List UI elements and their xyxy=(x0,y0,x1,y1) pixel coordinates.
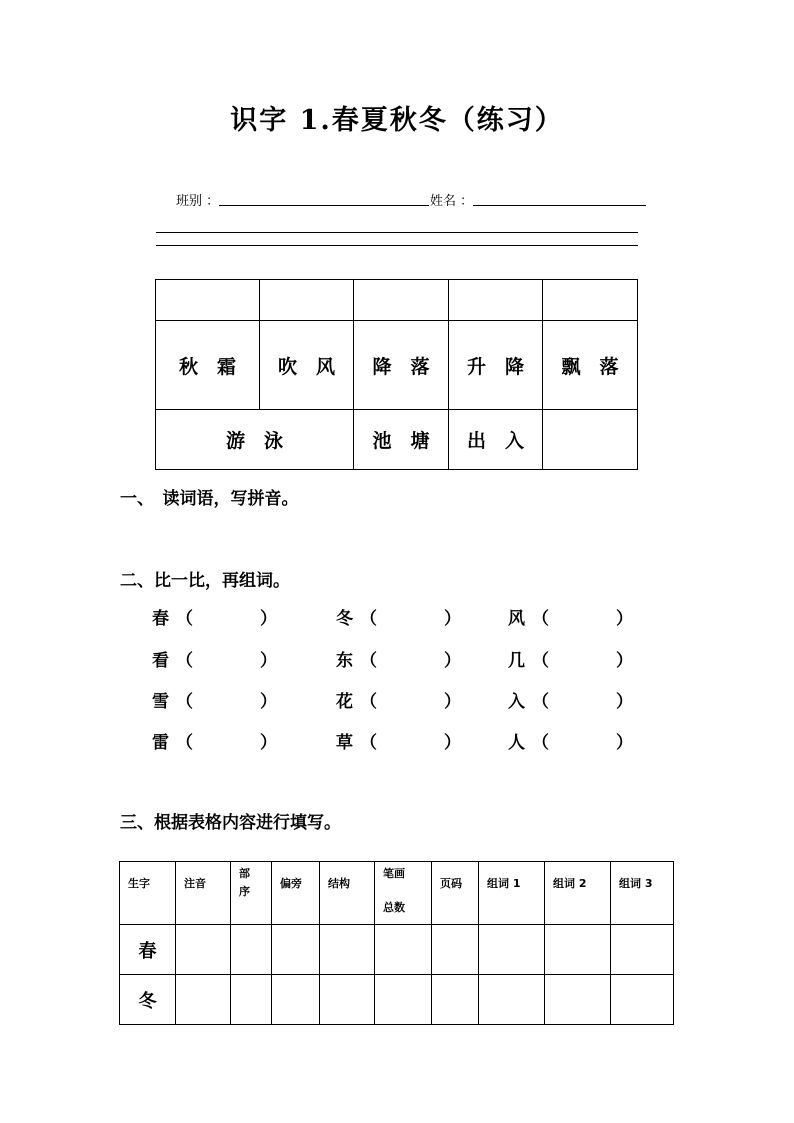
section-2-title: 二、比一比，再组词。 xyxy=(120,571,290,591)
open-bracket: （ xyxy=(532,692,549,712)
fill-cell[interactable] xyxy=(320,925,375,975)
close-bracket: ） xyxy=(260,692,277,712)
header-buxu: 部 序 xyxy=(231,862,272,925)
close-bracket: ） xyxy=(260,609,277,629)
compare-character: 雪 xyxy=(152,692,169,712)
header-pianpang: 偏旁 xyxy=(272,862,320,925)
open-bracket: （ xyxy=(532,609,549,629)
compare-character: 人 xyxy=(508,733,525,753)
close-bracket: ） xyxy=(444,733,461,753)
close-bracket: ） xyxy=(616,733,633,753)
header-bihua-zongshu: 笔画 总数 xyxy=(375,862,432,925)
fill-cell[interactable] xyxy=(272,925,320,975)
row-character: 春 xyxy=(120,925,176,975)
close-bracket: ） xyxy=(260,651,277,671)
compare-character: 风 xyxy=(508,609,525,629)
header-zuci-3: 组词 3 xyxy=(611,862,674,925)
fill-cell[interactable] xyxy=(479,975,545,1025)
section-1-title: 一、 读词语，写拼音。 xyxy=(120,489,299,509)
word-blank[interactable] xyxy=(198,687,256,709)
class-label: 班别 ： xyxy=(176,194,220,209)
pinyin-box[interactable] xyxy=(156,280,260,321)
fill-cell[interactable] xyxy=(231,925,272,975)
close-bracket: ） xyxy=(616,651,633,671)
word-cell: 吹 风 xyxy=(260,321,354,410)
word-blank[interactable] xyxy=(382,728,440,750)
word-cell: 池 塘 xyxy=(354,410,449,470)
pinyin-box[interactable] xyxy=(260,280,354,321)
header-zuci-2: 组词 2 xyxy=(545,862,611,925)
fill-cell[interactable] xyxy=(611,925,674,975)
word-cell: 降 落 xyxy=(354,321,449,410)
compare-character: 花 xyxy=(336,692,353,712)
open-bracket: （ xyxy=(532,651,549,671)
header-zhuyin: 注音 xyxy=(176,862,231,925)
pinyin-box[interactable] xyxy=(449,280,543,321)
close-bracket: ） xyxy=(616,609,633,629)
compare-character: 草 xyxy=(336,733,353,753)
compare-character: 看 xyxy=(152,651,169,671)
pinyin-box[interactable] xyxy=(354,280,449,321)
class-field[interactable] xyxy=(219,205,429,206)
close-bracket: ） xyxy=(260,733,277,753)
header-zuci-1: 组词 1 xyxy=(479,862,545,925)
open-bracket: （ xyxy=(360,609,377,629)
name-field[interactable] xyxy=(473,205,646,206)
word-blank[interactable] xyxy=(554,687,612,709)
header-shengzi: 生字 xyxy=(120,862,176,925)
word-blank[interactable] xyxy=(554,604,612,626)
character-info-table xyxy=(119,861,674,1025)
pinyin-table xyxy=(155,279,638,470)
open-bracket: （ xyxy=(360,692,377,712)
pinyin-box[interactable] xyxy=(543,280,638,321)
compare-character: 冬 xyxy=(336,609,353,629)
word-blank[interactable] xyxy=(382,604,440,626)
fill-cell[interactable] xyxy=(176,925,231,975)
fill-cell[interactable] xyxy=(432,925,479,975)
word-cell: 升 降 xyxy=(449,321,543,410)
close-bracket: ） xyxy=(444,692,461,712)
fill-cell[interactable] xyxy=(375,975,432,1025)
close-bracket: ） xyxy=(444,609,461,629)
fill-cell[interactable] xyxy=(479,925,545,975)
open-bracket: （ xyxy=(360,733,377,753)
fill-cell[interactable] xyxy=(611,975,674,1025)
fill-cell[interactable] xyxy=(375,925,432,975)
open-bracket: （ xyxy=(176,651,193,671)
close-bracket: ） xyxy=(444,651,461,671)
word-blank[interactable] xyxy=(198,728,256,750)
word-blank[interactable] xyxy=(554,646,612,668)
word-blank[interactable] xyxy=(554,728,612,750)
row-character: 冬 xyxy=(120,975,176,1025)
word-cell: 游 泳 xyxy=(156,410,354,470)
compare-character: 入 xyxy=(508,692,525,712)
word-cell: 出 入 xyxy=(449,410,543,470)
fill-cell[interactable] xyxy=(272,975,320,1025)
writing-line[interactable] xyxy=(156,232,638,233)
fill-cell[interactable] xyxy=(545,925,611,975)
open-bracket: （ xyxy=(176,733,193,753)
word-blank[interactable] xyxy=(198,646,256,668)
fill-cell[interactable] xyxy=(320,975,375,1025)
open-bracket: （ xyxy=(176,692,193,712)
compare-character: 几 xyxy=(508,651,525,671)
open-bracket: （ xyxy=(360,651,377,671)
word-blank[interactable] xyxy=(382,687,440,709)
fill-cell[interactable] xyxy=(432,975,479,1025)
word-cell[interactable] xyxy=(543,410,638,470)
word-blank[interactable] xyxy=(198,604,256,626)
page-title: 识字 1.春夏秋冬（练习） xyxy=(230,105,564,136)
fill-cell[interactable] xyxy=(231,975,272,1025)
open-bracket: （ xyxy=(176,609,193,629)
word-cell: 飘 落 xyxy=(543,321,638,410)
header-yema: 页码 xyxy=(432,862,479,925)
word-blank[interactable] xyxy=(382,646,440,668)
name-label: 姓名 ： xyxy=(430,194,474,209)
section-3-title: 三、根据表格内容进行填写。 xyxy=(120,813,341,833)
writing-line[interactable] xyxy=(156,245,638,246)
header-jiegou: 结构 xyxy=(320,862,375,925)
open-bracket: （ xyxy=(532,733,549,753)
close-bracket: ） xyxy=(616,692,633,712)
word-cell: 秋 霜 xyxy=(156,321,260,410)
compare-character: 春 xyxy=(152,609,169,629)
compare-character: 雷 xyxy=(152,733,169,753)
compare-character: 东 xyxy=(336,651,353,671)
fill-cell[interactable] xyxy=(176,975,231,1025)
fill-cell[interactable] xyxy=(545,975,611,1025)
